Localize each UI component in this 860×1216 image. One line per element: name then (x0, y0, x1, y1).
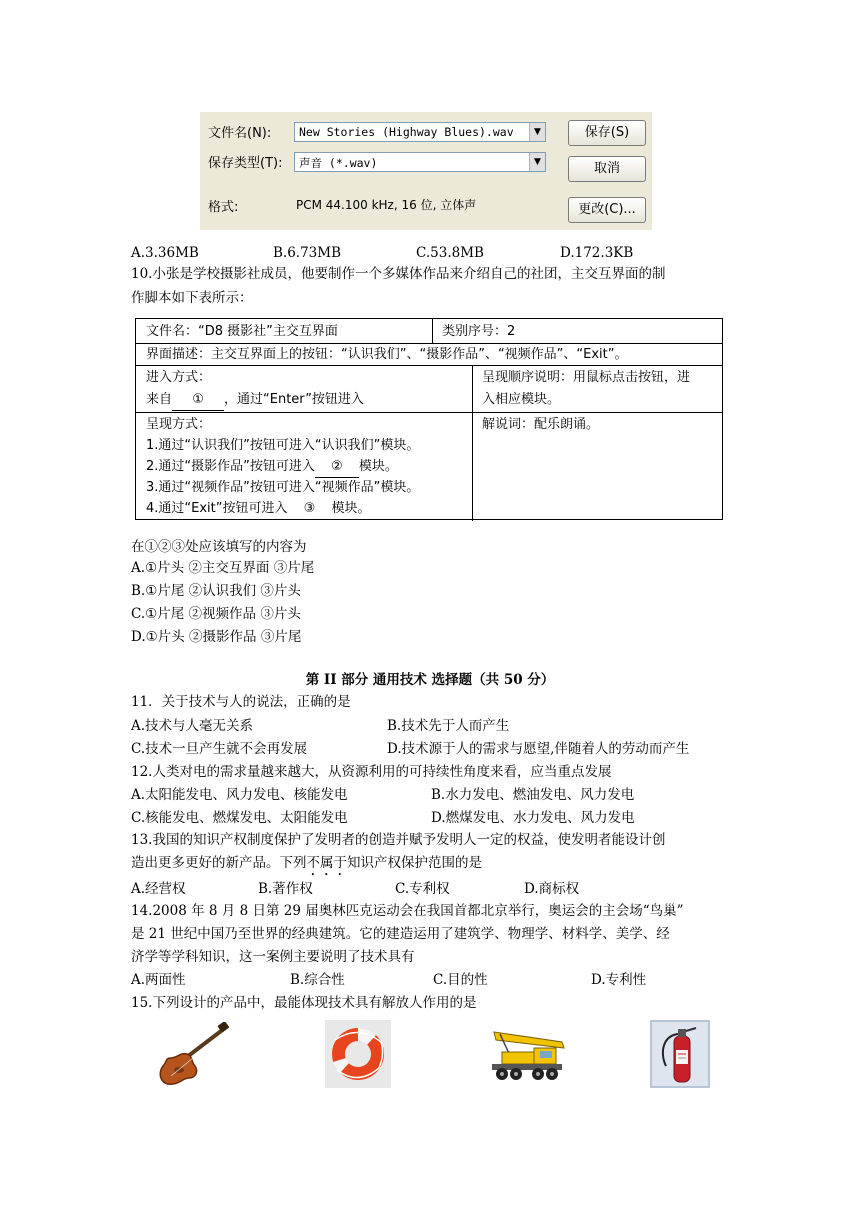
fire-extinguisher-icon (650, 1020, 710, 1088)
q10-option-c: C.①片尾 ②视频作品 ③片头 (131, 606, 301, 622)
q14-option-c: C.目的性 (433, 972, 488, 988)
q11-option-d: D.技术源于人的需求与愿望,伴随着人的劳动而产生 (387, 741, 690, 757)
table-present-4: 4.通过“Exit”按钮可进入 ③ 模块。 (140, 496, 377, 522)
q10-question: 在①②③处应该填写的内容为 (131, 539, 307, 555)
q13-option-c: C.专利权 (395, 881, 450, 897)
filetype-combobox[interactable] (294, 152, 546, 172)
table-entry-title: 进入方式： (146, 370, 212, 385)
table-order-line2: 入相应模块。 (482, 392, 561, 407)
crane-truck-icon (480, 1020, 576, 1086)
q12-option-a: A.太阳能发电、风力发电、核能发电 (131, 787, 348, 803)
table-present-title: 呈现方式： (146, 417, 212, 432)
q9-option-a: A.3.36MB (131, 245, 199, 261)
q14-option-d: D.专利性 (591, 972, 647, 988)
q13-option-d: D.商标权 (524, 881, 580, 897)
q11-option-c: C.技术一旦产生就不会再发展 (131, 741, 308, 757)
save-dialog (200, 112, 652, 230)
q11-option-b: B.技术先于人而产生 (387, 718, 510, 734)
q9-option-b: B.6.73MB (273, 245, 342, 261)
q14-option-a: A.两面性 (131, 972, 186, 988)
q13-stem-line2: 造出更多更好的新产品。下列不属于知识产权保护范围的是 (131, 855, 482, 871)
q14-stem-line1: 14.2008 年 8 月 8 日第 29 届奥林匹克运动会在我国首都北京举行，奥运会的主会场“鸟巢” (131, 903, 684, 919)
table-present-3: 3.通过“视频作品”按钮可进入“视频作品”模块。 (146, 480, 420, 495)
save-button[interactable]: 保存(S) (568, 120, 646, 146)
q12-stem: 12.人类对电的需求量越来越大，从资源利用的可持续性角度来看，应当重点发展 (131, 764, 612, 780)
q12-option-d: D.燃煤发电、水力发电、风力发电 (431, 810, 635, 826)
filename-label: 文件名(N): (208, 126, 272, 141)
q13-option-a: A.经营权 (131, 881, 186, 897)
q10-option-d: D.①片头 ②摄影作品 ③片尾 (131, 629, 302, 645)
part2-heading: 第 II 部分 通用技术 选择题（共 50 分） (305, 672, 555, 688)
table-category: 类别序号：2 (442, 324, 516, 339)
filename-value: New Stories (Highway Blues).wav (299, 125, 514, 139)
table-description: 界面描述：主交互界面上的按钮：“认识我们”、“摄影作品”、“视频作品”、“Exit”。 (146, 347, 628, 362)
q12-option-b: B.水力发电、燃油发电、风力发电 (431, 787, 635, 803)
table-order-line1: 呈现顺序说明：用鼠标点击按钮，进 (482, 370, 691, 385)
blank-3: ③ (288, 498, 332, 520)
blank-2: ② (315, 456, 359, 478)
q11-stem: 11．关于技术与人的说法，正确的是 (131, 694, 351, 710)
dropdown-arrow-icon[interactable]: ▼ (529, 123, 545, 141)
table-narration: 解说词：配乐朗诵。 (482, 417, 600, 432)
cancel-button[interactable]: 取消 (568, 156, 646, 182)
life-buoy-icon (325, 1020, 391, 1088)
table-present-2: 2.通过“摄影作品”按钮可进入 ② 模块。 (140, 454, 404, 480)
filename-combobox[interactable] (294, 122, 546, 142)
filetype-value: 声音 (*.wav) (299, 156, 378, 170)
format-label: 格式: (208, 200, 239, 215)
script-table (135, 318, 723, 520)
q14-option-b: B.综合性 (290, 972, 345, 988)
q9-option-c: C.53.8MB (416, 245, 484, 261)
filetype-label: 保存类型(T): (208, 156, 283, 171)
q11-option-a: A.技术与人毫无关系 (131, 718, 254, 734)
table-present-1: 1.通过“认识我们”按钮可进入“认识我们”模块。 (146, 438, 420, 453)
q12-option-c: C.核能发电、燃煤发电、太阳能发电 (131, 810, 348, 826)
format-value: PCM 44.100 kHz, 16 位, 立体声 (296, 198, 477, 212)
blank-1: ① (172, 389, 224, 411)
dropdown-arrow-icon[interactable]: ▼ (529, 153, 545, 171)
q10-option-a: A.①片头 ②主交互界面 ③片尾 (131, 560, 315, 576)
change-button[interactable]: 更改(C)... (568, 197, 646, 223)
q14-stem-line2: 是 21 世纪中国乃至世界的经典建筑。它的建造运用了建筑学、物理学、材料学、美学、经 (131, 926, 670, 942)
table-file-name: 文件名：“D8 摄影社”主交互界面 (146, 324, 338, 339)
q15-stem: 15.下列设计的产品中，最能体现技术具有解放人作用的是 (131, 995, 477, 1011)
q10-option-b: B.①片尾 ②认识我们 ③片头 (131, 583, 301, 599)
q14-stem-line3: 济学等学科知识，这一案例主要说明了技术具有 (131, 949, 415, 965)
q10-stem-line2: 作脚本如下表所示： (131, 290, 253, 306)
q10-stem-line1: 10.小张是学校摄影社成员，他要制作一个多媒体作品来介绍自己的社团，主交互界面的制 (131, 266, 666, 282)
emphasis-text: 不属于 (306, 855, 347, 871)
q13-option-b: B.著作权 (258, 881, 313, 897)
q9-option-d: D.172.3KB (560, 245, 634, 261)
q13-stem-line1: 13.我国的知识产权制度保护了发明者的创造并赋予发明人一定的权益，使发明者能设计创 (131, 832, 666, 848)
table-entry-line: 来自 ① ，通过“Enter”按钮进入 (140, 387, 370, 413)
guitar-icon (155, 1022, 230, 1088)
